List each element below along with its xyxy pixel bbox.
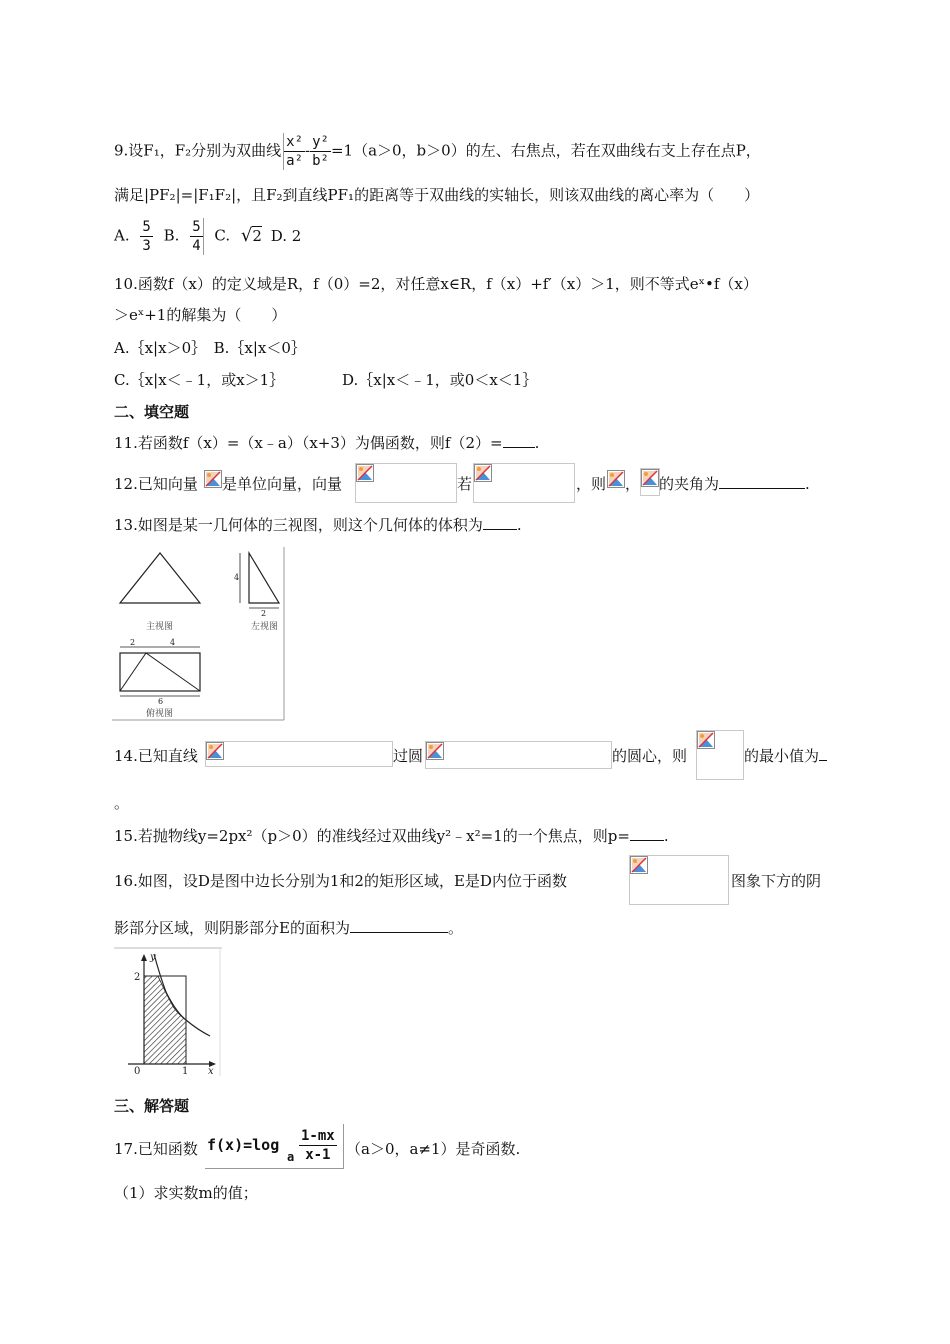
q12-condition-img [473, 463, 575, 503]
q16-graph [114, 946, 224, 1078]
top-view-a-label: 2 [130, 638, 136, 647]
section-fill-in-heading: 二、填空题 [114, 403, 190, 421]
q17-function-formula: f(x)=log a $\frac{1-mx}{x-1}$ [205, 1124, 344, 1169]
broken-image-icon [630, 856, 648, 874]
broken-image-icon [641, 469, 659, 487]
q12-vector-img-4 [640, 468, 660, 496]
q16-function-img [629, 855, 729, 905]
side-view-label: 左视图 [251, 622, 279, 632]
broken-image-icon [607, 470, 625, 488]
y-tick-2: 2 [134, 972, 141, 983]
x-axis-label: x [208, 1066, 214, 1077]
origin-label: 0 [134, 1066, 141, 1077]
q14-text-2: 过圆 [393, 747, 424, 765]
q16-line2: 影部分区域，则阴影部分E的面积为 。 [114, 919, 463, 937]
q16-answer-blank [350, 918, 448, 933]
side-view-triangle [249, 553, 279, 603]
q10-option-d: D.｛x|x＜﹣1，或0＜x＜1｝ [342, 371, 538, 389]
q12-text-1: 12.已知向量 [114, 475, 198, 493]
q17-sub1: （1）求实数m的值； [114, 1184, 258, 1202]
q12-vector-img-1 [204, 470, 222, 490]
three-views-drawing [112, 545, 286, 721]
q12-vector-img-3 [607, 470, 625, 490]
q12-vector-img-2 [355, 463, 457, 503]
broken-image-icon [474, 464, 492, 482]
q14-line-img [205, 741, 393, 767]
broken-image-icon [426, 742, 444, 760]
q17-log-fraction: $\frac{1-mx}{x-1}$ [301, 1128, 335, 1163]
q9-optB-frac: $\frac{5}{4}$ [190, 218, 203, 255]
q9-line1: 9.设F₁，F₂分别为双曲线 $\frac{\text{x²}}{\text{a²}}$ - $\frac{\text{y²}}{\text{b²}}$ =1（a＞0，b＞0）的左、右焦点，若在双曲线右支上存在点P， [114, 134, 761, 169]
front-view-triangle [120, 553, 200, 603]
q9-options: A. $\frac{5}{3}$ B. $\frac{5}{4}$ C. √2 D. 2 [114, 219, 302, 254]
q9-optA-frac: $\frac{5}{3}$ [142, 219, 151, 254]
q14-end: 。 [114, 794, 130, 812]
section-answer-heading: 三、解答题 [114, 1097, 190, 1115]
q16-graph-figure [114, 946, 224, 1078]
y-axis-label: y [150, 952, 156, 963]
q12-text-3: 若 [457, 475, 473, 493]
side-view-height-label: 4 [234, 573, 240, 582]
q12-text-6: 的夹角为 . [659, 475, 810, 493]
q14-text-1: 14.已知直线 [114, 747, 198, 765]
q14-text-3: 的圆心，则 [612, 747, 688, 765]
q14-answer-blank [819, 746, 827, 761]
q16-text-1: 16.如图，设D是图中边长分别为1和2的矩形区域，E是D内位于函数 [114, 872, 567, 890]
q14-text-4: 的最小值为 [744, 746, 827, 766]
q13-answer-blank [483, 515, 517, 530]
q15: 15.若抛物线y=2px²（p＞0）的准线经过双曲线y²﹣x²=1的一个焦点，则p= . [114, 827, 669, 845]
q10-line1: 10.函数f（x）的定义域是R，f（0）=2，对任意x∈R，f（x）+f′（x）＞1，则不等式eˣ•f（x） [114, 275, 758, 293]
broken-image-icon [356, 464, 374, 482]
top-view-rect [120, 653, 200, 691]
q10-line2: ＞eˣ+1的解集为（ ） [114, 306, 287, 324]
q15-answer-blank [630, 826, 664, 841]
broken-image-icon [204, 470, 222, 488]
q9-line2: 满足|PF₂|=|F₁F₂|，且F₂到直线PF₁的距离等于双曲线的实轴长，则该双曲线的离心率为（ ） [114, 186, 760, 204]
q12-text-5: ， [625, 475, 641, 493]
sqrt-symbol: √2 [240, 224, 262, 246]
q13: 13.如图是某一几何体的三视图，则这个几何体的体积为 . [114, 516, 522, 534]
q10-options-ab: A.｛x|x＞0｝ B.｛x|x＜0｝ [114, 339, 306, 357]
broken-image-icon [206, 742, 224, 760]
side-view-width-label: 2 [261, 609, 267, 618]
top-view-c-label: 6 [158, 697, 164, 706]
q12-text-2: 是单位向量，向量 [222, 475, 343, 493]
top-view-b-label: 4 [170, 638, 176, 647]
q10-option-c: C.｛x|x＜﹣1，或x＞1｝ [114, 371, 285, 389]
q17-line1: 17.已知函数 [114, 1140, 198, 1158]
q14-circle-img [425, 741, 612, 769]
x-tick-1: 1 [182, 1066, 189, 1077]
q16-text-2: 图象下方的阴 [731, 872, 822, 890]
q17-line1-rest: （a＞0，a≠1）是奇函数. [346, 1140, 521, 1158]
q14-expression-img [696, 730, 744, 780]
q12-answer-blank [719, 474, 805, 489]
top-view-lines [120, 653, 200, 691]
q11-answer-blank [503, 433, 535, 448]
q9-frac-x2-a2: $\frac{\text{x²}}{\text{a²}}$ [283, 133, 305, 170]
top-view-label: 俯视图 [146, 709, 174, 719]
q9-frac-y2-b2: $\frac{\text{y²}}{\text{b²}}$ [312, 134, 329, 169]
q12-text-4: ，则 [576, 475, 607, 493]
front-view-label: 主视图 [146, 622, 174, 632]
three-views-figure [112, 545, 286, 721]
broken-image-icon [697, 731, 715, 749]
q11: 11.若函数f（x）=（x﹣a）（x+3）为偶函数，则f（2）= . [114, 434, 540, 452]
